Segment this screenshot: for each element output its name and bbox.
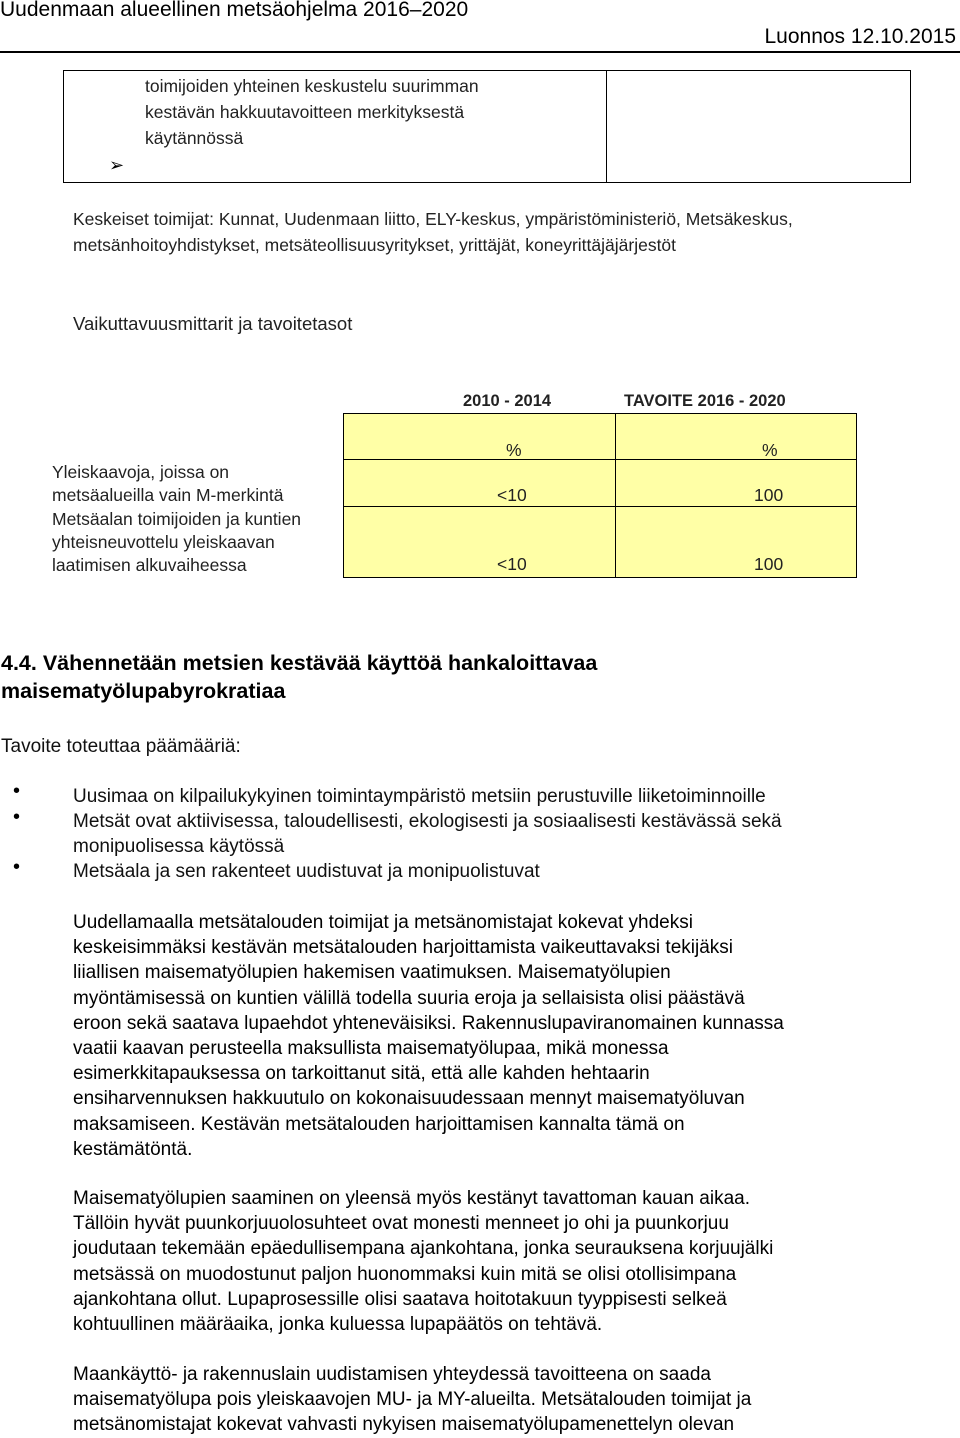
paragraph-line: liiallisen maisematyölupien hakemisen vaatimuksen. Maisematyölupien [73, 962, 671, 984]
body-paragraph [73, 910, 943, 1162]
paragraph-line: Uudellamaalla metsätalouden toimijat ja metsänomistajat kokevat yhdeksi [73, 912, 693, 933]
indicators-heading: Vaikuttavuusmittarit ja tavoitetasot [73, 313, 353, 334]
row-label-line: yhteisneuvottelu yleiskaavan [52, 532, 275, 552]
continuation-table-divider [606, 70, 607, 182]
paragraph-line: metsässä on muodostunut paljon huonommaksi kuin mitä se olisi otollisimpana [73, 1263, 737, 1285]
table-text-line: toimijoiden yhteinen keskustelu suurimman [145, 76, 479, 96]
goal-bullet: Uusimaa on kilpailukykyinen toimintaympäristö metsiin perustuville liiketoiminnoille [73, 786, 766, 807]
paragraph-line: kohtuullinen määräaika, jonka kuluessa lupapäätös on tehtävä. [73, 1314, 603, 1336]
key-actors [73, 206, 933, 258]
body-paragraph [73, 1186, 943, 1337]
indicator-row-label [52, 508, 301, 577]
header-rule [0, 51, 960, 53]
table-text-line: kestävän hakkuutavoitteen merkityksestä [145, 102, 465, 122]
table-column-divider [615, 413, 616, 578]
bullet-dot-icon: • [13, 856, 21, 878]
paragraph-line: Maankäyttö- ja rakennuslain uudistamisen yhteydessä tavoitteena on saada [73, 1364, 711, 1385]
section-title [1, 649, 941, 705]
table-row-divider [343, 506, 856, 507]
indicator-row-label [52, 461, 283, 507]
paragraph-line: maisematyölupa pois yleiskaavojen MU- ja MY-alueilta. Metsätalouden toimijat ja [73, 1389, 752, 1411]
arrow-bullet-icon: ➢ [109, 155, 125, 175]
document-draft-date: Luonnos 12.10.2015 [764, 25, 956, 48]
table-row-divider [343, 459, 856, 460]
paragraph-line: kestämätöntä. [73, 1138, 193, 1160]
paragraph-line: eroon sekä saatava lupaehdot yhteneväisiksi. Rakennuslupaviranomainen kunnassa [73, 1012, 784, 1034]
paragraph-line: metsänomistajat kokevat vahvasti nykyisen maisematyölupamenettelyn olevan [73, 1414, 735, 1436]
goal-bullet-line: Metsät ovat aktiivisessa, taloudellisesti, ekologisesti ja sosiaalisesti kestävässä sekä [73, 811, 782, 832]
key-actors-line: Keskeiset toimijat: Kunnat, Uudenmaan liitto, ELY-keskus, ympäristöministeriö, Metsäkeskus, [73, 209, 793, 229]
document-header-title: Uudenmaan alueellinen metsäohjelma 2016–2020 [0, 0, 469, 21]
indicator-value-target: 100 [754, 485, 784, 505]
row-label-line: Yleiskaavoja, joissa on [52, 462, 230, 482]
paragraph-line: Maisematyölupien saaminen on yleensä myös kestänyt tavattoman kauan aikaa. [73, 1188, 750, 1209]
indicator-value-target: 100 [754, 554, 784, 574]
section-title-line: maisematyölupabyrokratiaa [1, 679, 286, 703]
row-label-line: Metsäalan toimijoiden ja kuntien [52, 509, 302, 529]
paragraph-line: vaatii kaavan perusteella maksullista maisematyölupaa, mikä monessa [73, 1038, 669, 1060]
row-label-line: metsäalueilla vain M-merkintä [52, 485, 284, 505]
paragraph-line: ajankohtana ollut. Lupaprosessille olisi saatava hoitotakuun tyyppisesti selkeä [73, 1288, 727, 1310]
unit-cell: % [506, 440, 522, 460]
unit-cell: % [762, 440, 778, 460]
key-actors-line: metsänhoitoyhdistykset, metsäteollisuusyritykset, yrittäjät, koneyrittäjäjärjestöt [73, 235, 677, 255]
paragraph-line: keskeisimmäksi kestävän metsätalouden harjoittamista vaikeuttavaksi tekijäksi [73, 937, 733, 959]
goal-bullet: Metsäala ja sen rakenteet uudistuvat ja monipuolistuvat [73, 861, 540, 882]
paragraph-line: ensiharvennuksen hakkuutulo on kokonaisuudessaan mennyt maisematyöluvan [73, 1088, 745, 1110]
goals-intro: Tavoite toteuttaa päämääriä: [1, 736, 241, 757]
bullet-dot-icon: • [13, 806, 21, 828]
indicator-value-baseline: <10 [497, 485, 527, 505]
column-header-baseline: 2010 - 2014 [463, 392, 552, 410]
column-header-target: TAVOITE 2016 - 2020 [624, 392, 786, 410]
section-title-line: 4.4. Vähennetään metsien kestävää käyttöä hankaloittavaa [1, 651, 598, 675]
goal-bullet-line: monipuolisessa käytössä [73, 836, 285, 857]
row-label-line: laatimisen alkuvaiheessa [52, 555, 247, 575]
goal-bullet [73, 809, 782, 859]
paragraph-line: Tällöin hyvät puunkorjuuolosuhteet ovat monesti menneet jo ohi ja puunkorjuu [73, 1213, 729, 1235]
bullet-dot-icon: • [13, 780, 21, 802]
table-text-line: käytännössä [145, 128, 244, 148]
paragraph-line: esimerkkitapauksessa on tarkoittanut sitä, että alle kahden hehtaarin [73, 1063, 650, 1085]
paragraph-line: myöntämisessä on kuntien välillä todella suuria eroja ja sellaisista olisi päästävä [73, 987, 745, 1009]
continuation-table-text [145, 73, 585, 151]
indicator-value-baseline: <10 [497, 554, 527, 574]
body-paragraph [73, 1362, 943, 1438]
paragraph-line: maksamiseen. Kestävän metsätalouden harjoittamisen kannalta tämä on [73, 1113, 685, 1135]
paragraph-line: joudutaan tekemään epäedullisempana ajankohtana, jonka seurauksena korjuujälki [73, 1238, 774, 1260]
